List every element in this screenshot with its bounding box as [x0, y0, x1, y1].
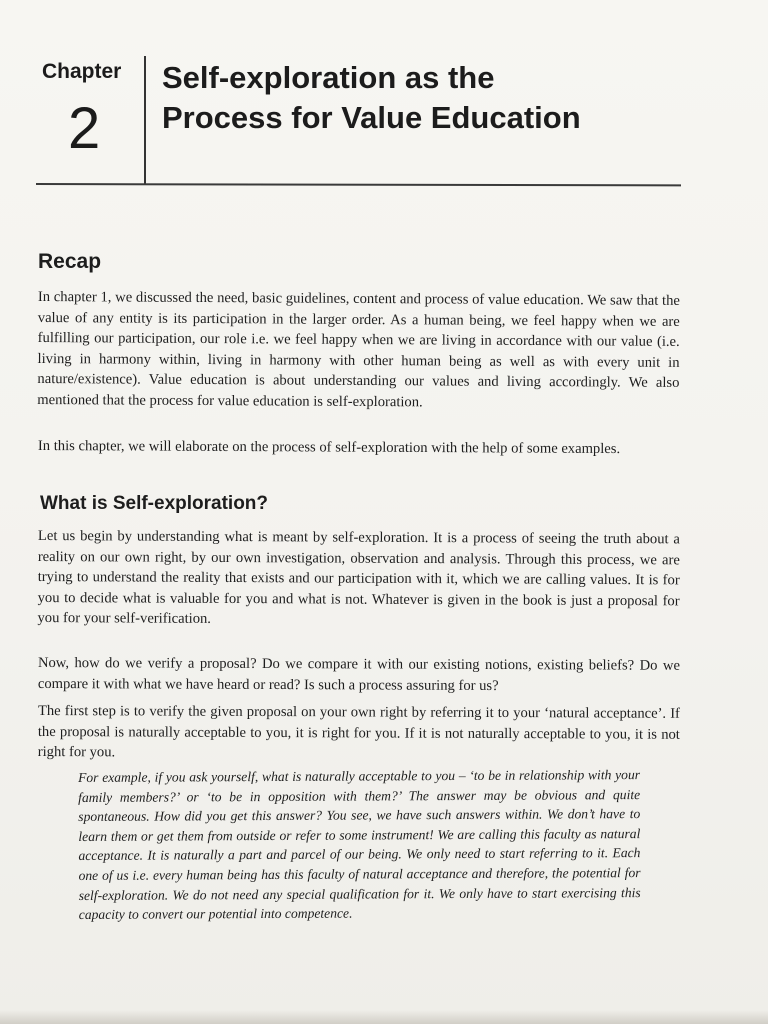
self-exploration-paragraph-3: The first step is to verify the given proposal on your own right by referring it to your ‘natural acceptance’. If the proposal is naturally acceptable to you, it is right for you. If it is not naturally acceptable to you, it is not right for you. [37, 703, 680, 761]
self-exploration-paragraph-2: Now, how do we verify a proposal? Do we compare it with our existing notions, existing beliefs? Do we compare it with what we have heard or read? Is such a process assuring for us? [37, 655, 680, 694]
header-vertical-divider [144, 56, 146, 184]
self-exploration-heading: What is Self-exploration? [40, 493, 269, 514]
chapter-title [162, 58, 682, 138]
recap-paragraph-2: In this chapter, we will elaborate on the process of self-exploration with the help of some examples. [37, 437, 621, 458]
header-horizontal-divider [36, 183, 681, 186]
recap-paragraph-1: In chapter 1, we discussed the need, basic guidelines, content and process of value education. We saw that the value of any entity is its participation in the larger order. As a human being, we feel happy when we are fulfilling our participation, our role i.e. we feel happy when we are living in accordance with our value (i.e. living in harmony within, living in harmony with other human being as well as with every unit in nature/existence). Value education is about understanding our values and living accordingly. We also mentioned that the process for value education is self-exploration. [37, 288, 680, 410]
chapter-title-line-2: Process for Value Education [162, 100, 581, 135]
example-block: For example, if you ask yourself, what is naturally acceptable to you – ‘to be in relationship with your family members?’ or ‘to be in opposition with them?’ The answer may be obvious and quite spontaneous. How did you get this answer? You see, we have such answers within. We don’t have to learn them or get them from outside or refer to some instrument! We are calling this faculty as natural acceptance. It is naturally a part and parcel of our being. We only need to start referring to it. Each one of us i.e. every human being has this faculty of natural acceptance and therefore, the potential for self-exploration. We do not need any special qualification for it. We only have to start exercising this capacity to convert our potential into competence. [78, 767, 641, 923]
self-exploration-paragraph-1: Let us begin by understanding what is meant by self-exploration. It is a process of seeing the truth about a reality on our own right, by our own investigation, observation and analysis. Through this process, we are trying to understand the reality that exists and our participation with it, which we are calling values. It is for you to decide what is valuable for you and what is not. Whatever is given in the book is just a proposal for you for your self-verification. [37, 528, 680, 627]
chapter-label: Chapter [42, 60, 122, 83]
chapter-title-line-1: Self-exploration as the [162, 60, 495, 95]
chapter-number: 2 [68, 96, 101, 161]
recap-heading: Recap [38, 250, 102, 273]
page-edge-shadow [0, 1010, 768, 1024]
